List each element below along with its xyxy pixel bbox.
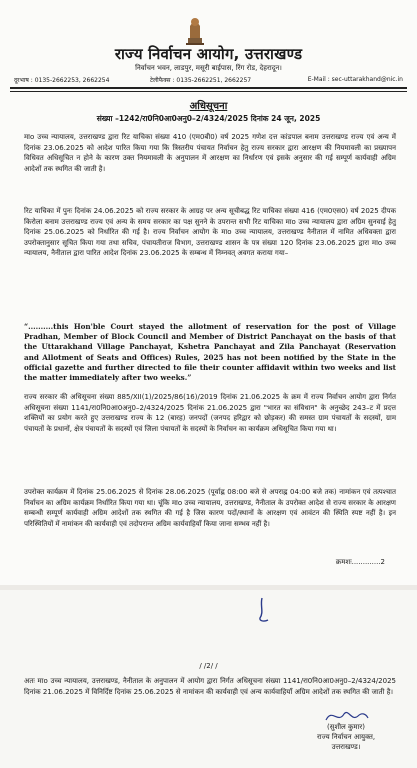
page-number: / /2/ / — [199, 662, 218, 670]
signatory-title: राज्य निर्वाचन आयुक्त, — [316, 733, 376, 741]
reference-number: संख्या –1242/रा0नि0आ0अनु0–2/4324/2025 दिनांक 24 जून, 2025 — [96, 114, 321, 123]
signatory-state: उत्तराखण्ड। — [331, 743, 361, 751]
paragraph-1: माo उच्च न्यायालय, उत्तराखण्ड द्वारा रिट याचिका संख्या 410 (एम0बी0) वर्ष 2025 गणेश दत्त कांडपाल बनाम उत्तराखण्ड राज्य एवं अन्य में दिनांक 23.06.2025 को आदेश पारित किया गया कि त्रिस्तरीय पंचायत निर्वाचन हेतु राज्य सरकार द्वारा आरक्षण की नियमावली का प्रख्यापन विधिवत अधिसूचित न होने के कारण उक्त नियमावली के अनुपालन में आरक्षण का निर्धारण एवं इसके अनुसार की गई सम्पूर्ण कार्यवाही अग्रिम आदेशों तक स्थगित की जाती है। — [24, 133, 396, 173]
header-rule — [10, 87, 407, 89]
notification-title: अधिसूचना — [189, 101, 228, 112]
paragraph-3: राज्य सरकार की अधिसूचना संख्या 885/XII(1)/2025/86(16)/2019 दिनांक 21.06.2025 के क्रम में राज्य निर्वाचन आयोग द्वारा निर्गत अधिसूचना संख्या 1141/रा0नि0आ0अनु0–2/4324/2025 दिनांक 21.06.2025 द्वारा "भारत का संविधान" के अनुच्छेद 243–ट में प्रदत्त शक्तियों का प्रयोग करते हुए उत्तराखण्ड राज्य के 12 (बारह) जनपदों (जनपद हरिद्वार को छोड़कर) की समस्त ग्राम पंचायतों के सदस्यों, ग्राम पंचायतों के प्रधानों, क्षेत्र पंचायतों के सदस्यों एवं जिला पंचायतों के सदस्यों के निर्वाचन का कार्यक्रम अधिसूचित किया गया था। — [24, 393, 396, 433]
signatory-block — [286, 722, 406, 752]
phone-number: दूरभाष : 0135-2662253, 2662254 — [14, 77, 110, 84]
paragraph-4: उपरोक्त कार्यक्रम में दिनांक 25.06.2025 से दिनांक 28.06.2025 (पूर्वाह्न 08:00 बजे से अपराह्न 04:00 बजे तक) नामांकन एवं तत्पश्चात निर्वाचन का अग्रिम कार्यक्रम निर्धारित किया गया था। चूंकि माo उच्च न्यायालय, उत्तराखण्ड, नैनीताल के उपरोक्त आदेश से राज्य सरकार के आरक्षण सम्बन्धी सम्पूर्ण कार्यवाही अग्रिम आदेशों तक स्थगित की गई है जिस कारण पदों/स्थानों के आरक्षण एवं आवंटन की स्थिति स्पष्ट नहीं है। इन परिस्थितियों में नामांकन की कार्यवाही एवं तदोपरान्त अग्रिम कार्यवाहियाँ किया जाना सम्भव नहीं है। — [24, 488, 396, 528]
email-address: E-Mail : sec-uttarakhand@nic.in — [307, 76, 403, 83]
paragraph-5: अतः माo उच्च न्यायालय, उत्तराखण्ड, नैनीताल के अनुपालन में आयोग द्वारा निर्गत अधिसूचना संख्या 1141/रा0नि0आ0अनु0–2/4324/2025 दिनांक 21.06.2025 में विनिर्दिष्ट दिनांक 25.06.2025 से नामांकन की कार्यवाही एवं अन्य कार्यवाहियाँ अग्रिम आदेशों तक स्थगित की जाती है। — [24, 677, 396, 696]
org-name: राज्य निर्वाचन आयोग, उत्तराखण्ड — [114, 45, 303, 63]
fax-number: टेलीफैक्स : 0135-2662251, 2662257 — [150, 77, 252, 84]
org-address: निर्वाचन भवन, लाडपुर, मसूरी बाईपास, रिंग रोड, देहरादून। — [135, 64, 282, 72]
state-emblem-icon — [182, 12, 208, 46]
header-rule-thin — [10, 91, 407, 92]
continued-marker: क्रमशः.............2 — [335, 558, 385, 566]
court-order-quote: “..........this Hon'ble Court stayed the allotment of reservation for the post of Village Pradhan, Member of Block Council and Member of District Panchayat on the basis of that the Uttarakhand Village Panchayat, Kshetra Panchayat and Zila Panchayat (Reservation and Allotment of Seats and Offices) Rules, 2025 has not been notified by the State in the official gazette and further directed to file their counter affidavit within two weeks and list the matter immediately after two weeks.” — [24, 322, 396, 383]
signatory-name: (सुशील कुमार) — [327, 723, 365, 731]
paragraph-2: रिट याचिका में पुनः दिनांक 24.06.2025 को राज्य सरकार के आग्रह पर अन्य सूचीबद्ध रिट याचिका संख्या 416 (एम0एस0) वर्ष 2025 दीपक किरोला बनाम उत्तराखण्ड राज्य एवं अन्य के समय सरकार का पक्ष सुनने के उपरान्त सभी रिट याचिका माo उच्च न्यायालय द्वारा अग्रिम सुनवाई हेतु दिनांक 25.06.2025 को निर्धारित की गई है। राज्य निर्वाचन आयोग के माo उच्च न्यायालय, उत्तराखण्ड नैनीताल में नामित अधिवक्ता द्वारा उपरोक्तानुसार सूचित किया गया तथा सचिव, पंचायतीराज विभाग, उत्तराखण्ड शासन के पत्र संख्या 120 दिनांक 23.06.2025 द्वारा माo उच्च न्यायालय, नैनीताल द्वारा पारित आदेश दिनांक 23.06.2025 के सम्बन्ध में निम्नवत् अवगत कराया गया– — [24, 207, 396, 258]
initial-mark-icon — [250, 596, 274, 626]
